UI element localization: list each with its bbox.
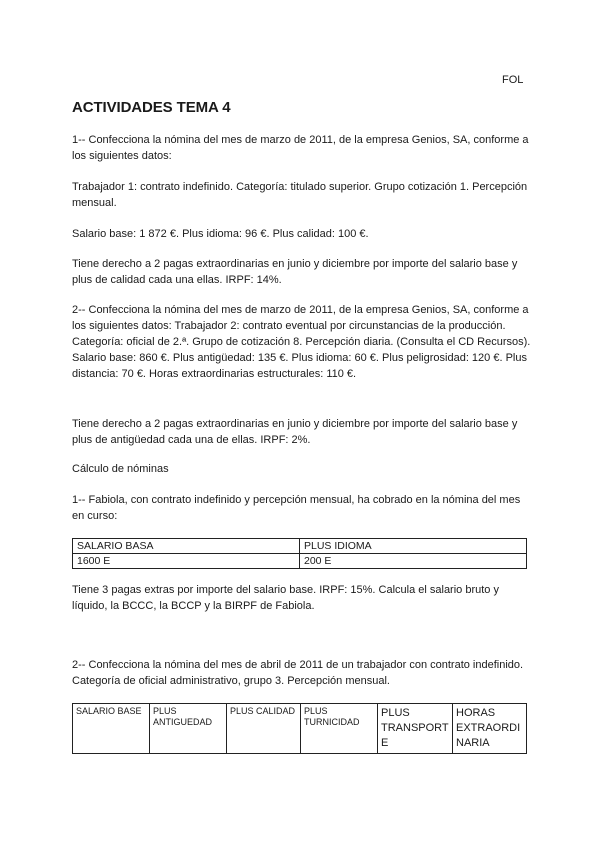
table-header-cell: PLUS TRANSPORT E bbox=[378, 704, 453, 754]
table-fabiola bbox=[72, 538, 527, 569]
paragraph-activity-2: 2‐‐ Confecciona la nómina del mes de marzo de 2011, de la empresa Genios, SA, conforme a los siguientes datos: Trabajador 2: contrato eventual por circunstancias de la producción. Categoría: oficial de 2.ª. Grupo de cotización 8. Percepción diaria. (Consulta el CD Recursos). Salario base: 860 €. Plus antigüedad: 135 €. Plus idioma: 60 €. Plus peligrosidad: 120 €. Plus distancia: 70 €. Horas extraordinarias estructurales: 110 €. bbox=[72, 304, 531, 380]
table-cell: 200 E bbox=[300, 554, 527, 569]
paragraph-extra-pay-2: Tiene derecho a 2 pagas extraordinarias en junio y diciembre por importe del salario base y plus de antigüedad cada una de ellas. IRPF: 2%. bbox=[72, 418, 518, 446]
paragraph-fabiola-extras: Tiene 3 pagas extras por importe del salario base. IRPF: 15%. Calcula el salario bruto y líquido, la BCCC, la BCCP y la BIRPF de Fabiola. bbox=[72, 584, 499, 612]
table-row bbox=[73, 554, 527, 569]
table-row bbox=[73, 704, 527, 754]
paragraph-fabiola: 1‐‐ Fabiola, con contrato indefinido y percepción mensual, ha cobrado en la nómina del mes en curso: bbox=[72, 494, 521, 522]
paragraph-activity-1: 1‐‐ Confecciona la nómina del mes de marzo de 2011, de la empresa Genios, SA, conforme a los siguientes datos: bbox=[72, 134, 529, 162]
table-cell: 1600 E bbox=[73, 554, 300, 569]
paragraph-extra-pay-1: Tiene derecho a 2 pagas extraordinarias en junio y diciembre por importe del salario base y plus de calidad cada una ellas. IRPF: 14%. bbox=[72, 258, 518, 286]
paragraph-activity-april: 2‐‐ Confecciona la nómina del mes de abril de 2011 de un trabajador con contrato indefinido. Categoría de oficial administrativo, grupo 3. Percepción mensual. bbox=[72, 659, 524, 687]
table-april bbox=[72, 703, 527, 754]
page-title: ACTIVIDADES TEMA 4 bbox=[72, 99, 231, 116]
table-header-cell: SALARIO BASE bbox=[73, 704, 150, 754]
table-header-cell: PLUS CALIDAD bbox=[227, 704, 301, 754]
header-subject: FOL bbox=[502, 74, 524, 86]
paragraph-worker-1: Trabajador 1: contrato indefinido. Categoría: titulado superior. Grupo cotización 1. Percepción mensual. bbox=[72, 181, 528, 209]
table-header-cell: PLUS ANTIGUEDAD bbox=[150, 704, 227, 754]
table-header-cell: PLUS TURNICIDAD bbox=[301, 704, 378, 754]
table-header-cell: HORAS EXTRAORDI NARIA bbox=[453, 704, 527, 754]
section-heading-calculo: Cálculo de nóminas bbox=[72, 463, 169, 475]
table-header-cell: SALARIO BASA bbox=[73, 539, 300, 554]
paragraph-salary-1: Salario base: 1 872 €. Plus idioma: 96 €. Plus calidad: 100 €. bbox=[72, 228, 369, 240]
table-row bbox=[73, 539, 527, 554]
table-header-cell: PLUS IDIOMA bbox=[300, 539, 527, 554]
